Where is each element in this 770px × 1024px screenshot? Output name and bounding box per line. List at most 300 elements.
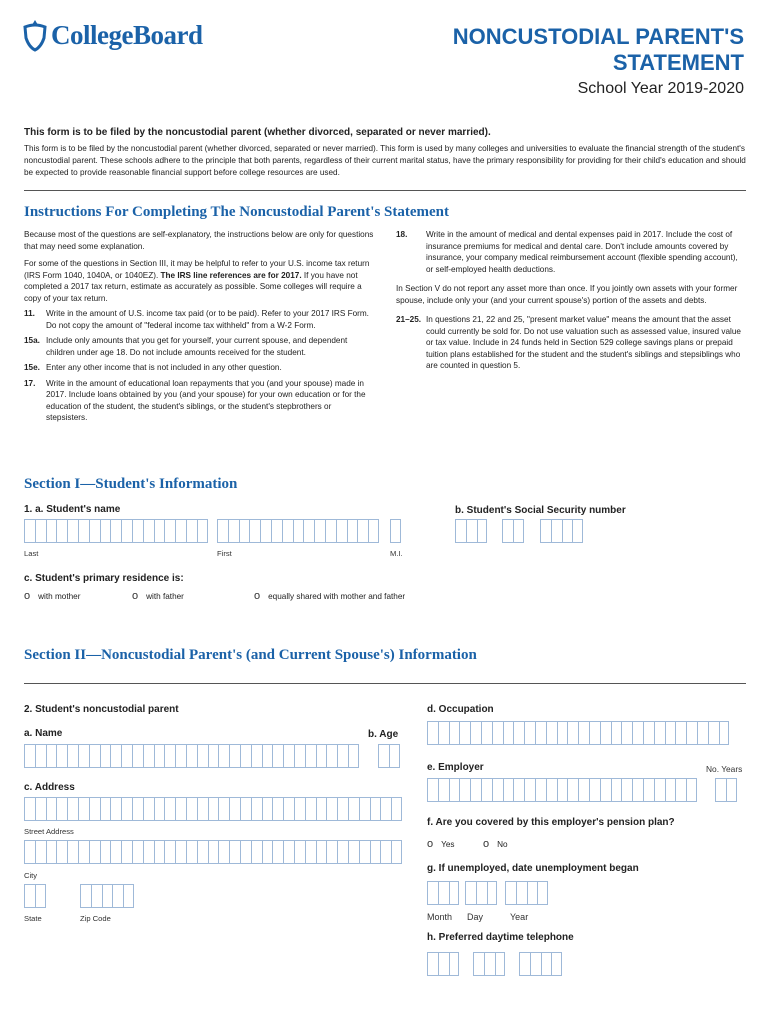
char-box[interactable] bbox=[282, 519, 293, 543]
char-box[interactable] bbox=[348, 797, 359, 821]
char-box[interactable] bbox=[535, 721, 546, 745]
char-box[interactable] bbox=[492, 778, 503, 802]
char-box[interactable] bbox=[175, 519, 186, 543]
char-box[interactable] bbox=[143, 519, 154, 543]
intro-text: This form is to be filed by the noncustodial parent (whether divorced, separated or never married). This form is used by many colleges and universities to evaluate the financial strength of the student's noncustodial parent. These schools adhere to the principle that both parents, regardless of their current marital status, have the primary responsibility for providing for their child's education and should be expected to provide reasonable financial support before college resources are used. bbox=[24, 144, 746, 177]
char-box[interactable] bbox=[305, 744, 316, 768]
char-box[interactable] bbox=[35, 744, 46, 768]
char-box[interactable] bbox=[337, 744, 348, 768]
char-box[interactable] bbox=[262, 840, 273, 864]
char-box[interactable] bbox=[78, 519, 89, 543]
char-box[interactable] bbox=[567, 778, 578, 802]
char-box[interactable] bbox=[121, 519, 132, 543]
char-box[interactable] bbox=[359, 840, 370, 864]
first-caption: First bbox=[217, 549, 232, 558]
day-caption: Day bbox=[467, 912, 484, 922]
phone-line[interactable] bbox=[519, 952, 562, 976]
age-input[interactable] bbox=[378, 744, 400, 768]
radio-shared[interactable]: o equally shared with mother and father bbox=[254, 590, 406, 602]
char-box[interactable] bbox=[449, 778, 460, 802]
char-box[interactable] bbox=[175, 840, 186, 864]
char-box[interactable] bbox=[164, 519, 175, 543]
radio-pension-no[interactable]: o No bbox=[483, 838, 508, 850]
address-label: c. Address bbox=[24, 782, 75, 793]
char-box[interactable] bbox=[513, 519, 524, 543]
char-box[interactable] bbox=[470, 778, 481, 802]
char-box[interactable] bbox=[251, 744, 262, 768]
char-box[interactable] bbox=[715, 778, 726, 802]
unemployed-label: g. If unemployed, date unemployment began bbox=[427, 863, 639, 874]
char-box[interactable] bbox=[589, 778, 600, 802]
residence-label: c. Student's primary residence is: bbox=[24, 573, 184, 584]
street-input[interactable] bbox=[24, 797, 402, 821]
char-box[interactable] bbox=[249, 519, 260, 543]
char-box[interactable] bbox=[455, 519, 466, 543]
char-box[interactable] bbox=[112, 884, 123, 908]
char-box[interactable] bbox=[260, 519, 271, 543]
parent-name-input[interactable] bbox=[24, 744, 359, 768]
char-box[interactable] bbox=[272, 744, 283, 768]
char-box[interactable] bbox=[262, 797, 273, 821]
char-box[interactable] bbox=[229, 840, 240, 864]
char-box[interactable] bbox=[143, 797, 154, 821]
char-box[interactable] bbox=[89, 840, 100, 864]
char-box[interactable] bbox=[251, 797, 262, 821]
years-input[interactable] bbox=[715, 778, 737, 802]
char-box[interactable] bbox=[305, 840, 316, 864]
char-box[interactable] bbox=[557, 721, 568, 745]
state-input[interactable] bbox=[24, 884, 46, 908]
char-box[interactable] bbox=[503, 778, 514, 802]
char-box[interactable] bbox=[540, 519, 551, 543]
student-name-label: 1. a. Student's name bbox=[24, 504, 121, 515]
char-box[interactable] bbox=[208, 744, 219, 768]
char-box[interactable] bbox=[391, 840, 402, 864]
char-box[interactable] bbox=[643, 721, 654, 745]
char-box[interactable] bbox=[572, 519, 583, 543]
char-box[interactable] bbox=[389, 744, 400, 768]
char-box[interactable] bbox=[519, 952, 530, 976]
char-box[interactable] bbox=[719, 721, 730, 745]
logo-text: CollegeBoard bbox=[51, 19, 203, 50]
char-box[interactable] bbox=[283, 744, 294, 768]
char-box[interactable] bbox=[316, 797, 327, 821]
instruction-item: 17. Write in the amount of educational loan repayments that you (and your spouse) made in 2017. Include loans obtained by you (and your spouse) for your own education or for the education of the student, the student's siblings, or the student's stepbrothers or stepsisters. bbox=[24, 378, 366, 422]
char-box[interactable] bbox=[427, 952, 438, 976]
char-box[interactable] bbox=[35, 519, 46, 543]
char-box[interactable] bbox=[218, 744, 229, 768]
age-label: b. Age bbox=[368, 729, 399, 740]
city-input[interactable] bbox=[24, 840, 402, 864]
char-box[interactable] bbox=[438, 952, 449, 976]
radio-father[interactable]: o with father bbox=[132, 590, 184, 602]
char-box[interactable] bbox=[197, 744, 208, 768]
unemp-year[interactable] bbox=[505, 881, 548, 905]
month-caption: Month bbox=[427, 912, 453, 922]
char-box[interactable] bbox=[102, 884, 113, 908]
char-box[interactable] bbox=[325, 519, 336, 543]
char-box[interactable] bbox=[427, 721, 438, 745]
char-box[interactable] bbox=[100, 519, 111, 543]
zip-input[interactable] bbox=[80, 884, 134, 908]
char-box[interactable] bbox=[675, 778, 686, 802]
char-box[interactable] bbox=[665, 778, 676, 802]
char-box[interactable] bbox=[578, 721, 589, 745]
char-box[interactable] bbox=[186, 840, 197, 864]
instr-p2: For some of the questions in Section III, it may be helpful to refer to your U.S. income tax return (IRS Form 1040, 1040A, or 1040EZ). The IRS line references are for 2017. If you have not completed a 2017 tax return, estimate as accurately as possible. Some colleges will require a copy of your tax return. bbox=[24, 259, 370, 303]
char-box[interactable] bbox=[326, 797, 337, 821]
char-box[interactable] bbox=[121, 744, 132, 768]
char-box[interactable] bbox=[240, 840, 251, 864]
radio-circle-icon: o bbox=[24, 590, 31, 602]
char-box[interactable] bbox=[186, 744, 197, 768]
char-box[interactable] bbox=[370, 797, 381, 821]
char-box[interactable] bbox=[438, 778, 449, 802]
radio-circle-icon: o bbox=[427, 838, 434, 850]
city-caption: City bbox=[24, 871, 38, 880]
section1-heading: Section I—Student's Information bbox=[24, 476, 238, 492]
char-box[interactable] bbox=[35, 884, 46, 908]
char-box[interactable] bbox=[186, 519, 197, 543]
char-box[interactable] bbox=[524, 721, 535, 745]
instructions-left bbox=[24, 229, 374, 424]
last-name-input[interactable] bbox=[24, 519, 208, 543]
char-box[interactable] bbox=[337, 840, 348, 864]
char-box[interactable] bbox=[600, 721, 611, 745]
char-box[interactable] bbox=[154, 744, 165, 768]
instruction-item: 11. Write in the amount of U.S. income tax paid (or to be paid). Refer to your 2017 IRS Form. Do not copy the amount of "federal income tax withheld" from a W-2 Form. bbox=[24, 309, 369, 330]
radio-pension-yes[interactable]: o Yes bbox=[427, 838, 455, 850]
char-box[interactable] bbox=[46, 797, 57, 821]
char-box[interactable] bbox=[492, 721, 503, 745]
mi-caption: M.I. bbox=[390, 549, 403, 558]
char-box[interactable] bbox=[665, 721, 676, 745]
char-box[interactable] bbox=[495, 952, 506, 976]
char-box[interactable] bbox=[240, 797, 251, 821]
char-box[interactable] bbox=[708, 721, 719, 745]
char-box[interactable] bbox=[271, 519, 282, 543]
char-box[interactable] bbox=[675, 721, 686, 745]
char-box[interactable] bbox=[294, 797, 305, 821]
char-box[interactable] bbox=[283, 797, 294, 821]
char-box[interactable] bbox=[89, 797, 100, 821]
year-caption: Year bbox=[510, 912, 529, 922]
char-box[interactable] bbox=[100, 744, 111, 768]
char-box[interactable] bbox=[121, 840, 132, 864]
char-box[interactable] bbox=[527, 881, 538, 905]
char-box[interactable] bbox=[654, 778, 665, 802]
char-box[interactable] bbox=[24, 519, 35, 543]
char-box[interactable] bbox=[449, 952, 460, 976]
char-box[interactable] bbox=[368, 519, 379, 543]
char-box[interactable] bbox=[449, 881, 460, 905]
char-box[interactable] bbox=[611, 721, 622, 745]
radio-circle-icon: o bbox=[483, 838, 490, 850]
char-box[interactable] bbox=[632, 721, 643, 745]
occupation-input[interactable] bbox=[427, 721, 729, 745]
mi-input[interactable] bbox=[390, 519, 401, 543]
last-caption: Last bbox=[24, 549, 39, 558]
char-box[interactable] bbox=[357, 519, 368, 543]
char-box[interactable] bbox=[272, 840, 283, 864]
char-box[interactable] bbox=[262, 744, 273, 768]
char-box[interactable] bbox=[208, 840, 219, 864]
char-box[interactable] bbox=[56, 744, 67, 768]
char-box[interactable] bbox=[154, 797, 165, 821]
char-box[interactable] bbox=[481, 778, 492, 802]
char-box[interactable] bbox=[378, 744, 389, 768]
instruction-item: 15e. Enter any other income that is not included in any other question. bbox=[24, 363, 282, 372]
char-box[interactable] bbox=[578, 778, 589, 802]
char-box[interactable] bbox=[46, 519, 57, 543]
char-box[interactable] bbox=[154, 840, 165, 864]
char-box[interactable] bbox=[427, 778, 438, 802]
char-box[interactable] bbox=[513, 778, 524, 802]
char-box[interactable] bbox=[449, 721, 460, 745]
phone-prefix[interactable] bbox=[473, 952, 505, 976]
char-box[interactable] bbox=[470, 721, 481, 745]
char-box[interactable] bbox=[513, 721, 524, 745]
char-box[interactable] bbox=[197, 840, 208, 864]
char-box[interactable] bbox=[459, 778, 470, 802]
char-box[interactable] bbox=[143, 840, 154, 864]
char-box[interactable] bbox=[686, 778, 697, 802]
char-box[interactable] bbox=[197, 797, 208, 821]
char-box[interactable] bbox=[100, 840, 111, 864]
char-box[interactable] bbox=[24, 744, 35, 768]
char-box[interactable] bbox=[600, 778, 611, 802]
char-box[interactable] bbox=[56, 840, 67, 864]
char-box[interactable] bbox=[726, 778, 737, 802]
char-box[interactable] bbox=[208, 797, 219, 821]
char-box[interactable] bbox=[100, 797, 111, 821]
divider bbox=[24, 190, 746, 191]
char-box[interactable] bbox=[56, 519, 67, 543]
char-box[interactable] bbox=[67, 797, 78, 821]
ssn-part2[interactable] bbox=[502, 519, 524, 543]
state-caption: State bbox=[24, 914, 42, 923]
parent-label: 2. Student's noncustodial parent bbox=[24, 704, 179, 715]
char-box[interactable] bbox=[621, 721, 632, 745]
ssn-label: b. Student's Social Security number bbox=[455, 505, 626, 516]
char-box[interactable] bbox=[294, 744, 305, 768]
char-box[interactable] bbox=[654, 721, 665, 745]
char-box[interactable] bbox=[557, 778, 568, 802]
char-box[interactable] bbox=[438, 721, 449, 745]
char-box[interactable] bbox=[91, 884, 102, 908]
char-box[interactable] bbox=[391, 797, 402, 821]
char-box[interactable] bbox=[427, 881, 438, 905]
char-box[interactable] bbox=[186, 797, 197, 821]
char-box[interactable] bbox=[551, 519, 562, 543]
char-box[interactable] bbox=[370, 840, 381, 864]
char-box[interactable] bbox=[197, 519, 208, 543]
char-box[interactable] bbox=[348, 840, 359, 864]
char-box[interactable] bbox=[154, 519, 165, 543]
char-box[interactable] bbox=[316, 744, 327, 768]
char-box[interactable] bbox=[551, 952, 562, 976]
phone-label: h. Preferred daytime telephone bbox=[427, 932, 574, 943]
char-box[interactable] bbox=[476, 881, 487, 905]
char-box[interactable] bbox=[336, 519, 347, 543]
char-box[interactable] bbox=[229, 744, 240, 768]
char-box[interactable] bbox=[132, 797, 143, 821]
first-name-input[interactable] bbox=[217, 519, 379, 543]
char-box[interactable] bbox=[239, 519, 250, 543]
char-box[interactable] bbox=[218, 840, 229, 864]
char-box[interactable] bbox=[293, 519, 304, 543]
char-box[interactable] bbox=[164, 797, 175, 821]
unemp-day[interactable] bbox=[465, 881, 497, 905]
char-box[interactable] bbox=[143, 744, 154, 768]
char-box[interactable] bbox=[123, 884, 134, 908]
char-box[interactable] bbox=[110, 744, 121, 768]
char-box[interactable] bbox=[229, 797, 240, 821]
char-box[interactable] bbox=[46, 744, 57, 768]
char-box[interactable] bbox=[347, 519, 358, 543]
char-box[interactable] bbox=[78, 797, 89, 821]
divider bbox=[24, 683, 746, 684]
zip-caption: Zip Code bbox=[80, 914, 111, 923]
char-box[interactable] bbox=[326, 744, 337, 768]
unemp-month[interactable] bbox=[427, 881, 459, 905]
char-box[interactable] bbox=[217, 519, 228, 543]
char-box[interactable] bbox=[218, 797, 229, 821]
radio-mother[interactable]: o with mother bbox=[24, 590, 81, 602]
char-box[interactable] bbox=[294, 840, 305, 864]
char-box[interactable] bbox=[487, 881, 498, 905]
char-box[interactable] bbox=[438, 881, 449, 905]
radio-circle-icon: o bbox=[132, 590, 139, 602]
char-box[interactable] bbox=[67, 840, 78, 864]
intro-bold: This form is to be filed by the noncustodial parent (whether divorced, separated or never married). bbox=[24, 127, 491, 138]
char-box[interactable] bbox=[473, 952, 484, 976]
char-box[interactable] bbox=[535, 778, 546, 802]
char-box[interactable] bbox=[110, 519, 121, 543]
char-box[interactable] bbox=[502, 519, 513, 543]
instr-p1: Because most of the questions are self-explanatory, the instructions below are only for questions that may need some explanation. bbox=[24, 230, 374, 251]
char-box[interactable] bbox=[80, 884, 91, 908]
char-box[interactable] bbox=[484, 952, 495, 976]
char-box[interactable] bbox=[562, 519, 573, 543]
instructions-right: 18. Write in the amount of medical and dental expenses paid in 2017. Include the cost of insurance premiums for medical and dental care. Don't include amounts covered by insurance, your company medical reimbursement account (flexible spending account), or self-employed health deductions. In Section V do not report any asset more than once. If you jointly own assets with your former spouse, include only your (and your current spouse's) portion of the assets and debts. 21–25. In questions 21, 22 and 25, "present market value" means the amount that the asset could currently be sold for. Do not use valuation such as assessed value, insured value or tax value. Include in 24 funds held in Section 529 college savings plans or prepaid tuition plans established for the student and the student's siblings and stepsiblings who are counted in question 5. bbox=[396, 229, 746, 372]
char-box[interactable] bbox=[516, 881, 527, 905]
char-box[interactable] bbox=[67, 744, 78, 768]
char-box[interactable] bbox=[348, 744, 359, 768]
char-box[interactable] bbox=[35, 797, 46, 821]
char-box[interactable] bbox=[537, 881, 548, 905]
char-box[interactable] bbox=[459, 721, 470, 745]
char-box[interactable] bbox=[589, 721, 600, 745]
char-box[interactable] bbox=[272, 797, 283, 821]
char-box[interactable] bbox=[175, 744, 186, 768]
char-box[interactable] bbox=[465, 881, 476, 905]
no-years-label: No. Years bbox=[706, 764, 743, 774]
char-box[interactable] bbox=[697, 721, 708, 745]
char-box[interactable] bbox=[316, 840, 327, 864]
char-box[interactable] bbox=[24, 797, 35, 821]
char-box[interactable] bbox=[530, 952, 541, 976]
char-box[interactable] bbox=[314, 519, 325, 543]
char-box[interactable] bbox=[240, 744, 251, 768]
char-box[interactable] bbox=[67, 519, 78, 543]
char-box[interactable] bbox=[132, 519, 143, 543]
char-box[interactable] bbox=[546, 721, 557, 745]
instr-section-v: In Section V do not report any asset more than once. If you jointly own assets with your former spouse, include only your (and your current spouse's) portion of the assets and debts. bbox=[396, 284, 738, 305]
char-box[interactable] bbox=[78, 744, 89, 768]
char-box[interactable] bbox=[621, 778, 632, 802]
char-box[interactable] bbox=[380, 840, 391, 864]
phone-area[interactable] bbox=[427, 952, 459, 976]
char-box[interactable] bbox=[305, 797, 316, 821]
char-box[interactable] bbox=[390, 519, 401, 543]
parent-name-label: a. Name bbox=[24, 728, 63, 739]
char-box[interactable] bbox=[326, 840, 337, 864]
char-box[interactable] bbox=[121, 797, 132, 821]
char-box[interactable] bbox=[337, 797, 348, 821]
collegeboard-logo bbox=[22, 18, 202, 52]
ssn-part3[interactable] bbox=[540, 519, 583, 543]
char-box[interactable] bbox=[283, 840, 294, 864]
char-box[interactable] bbox=[505, 881, 516, 905]
char-box[interactable] bbox=[35, 840, 46, 864]
char-box[interactable] bbox=[164, 840, 175, 864]
char-box[interactable] bbox=[251, 840, 262, 864]
char-box[interactable] bbox=[541, 952, 552, 976]
section2-heading: Section II—Noncustodial Parent's (and Current Spouse's) Information bbox=[24, 647, 477, 663]
char-box[interactable] bbox=[524, 778, 535, 802]
char-box[interactable] bbox=[228, 519, 239, 543]
char-box[interactable] bbox=[686, 721, 697, 745]
form-title: NONCUSTODIAL PARENT'S STATEMENT bbox=[452, 24, 744, 75]
char-box[interactable] bbox=[110, 797, 121, 821]
char-box[interactable] bbox=[611, 778, 622, 802]
char-box[interactable] bbox=[359, 797, 370, 821]
char-box[interactable] bbox=[380, 797, 391, 821]
char-box[interactable] bbox=[110, 840, 121, 864]
radio-circle-icon: o bbox=[254, 590, 261, 602]
char-box[interactable] bbox=[175, 797, 186, 821]
char-box[interactable] bbox=[164, 744, 175, 768]
instruction-item: 15a. Include only amounts that you get for yourself, your current spouse, and dependent children under age 18. Do not include amounts received for the student. bbox=[24, 336, 348, 357]
char-box[interactable] bbox=[89, 519, 100, 543]
char-box[interactable] bbox=[643, 778, 654, 802]
occupation-label: d. Occupation bbox=[427, 704, 494, 715]
char-box[interactable] bbox=[567, 721, 578, 745]
char-box[interactable] bbox=[503, 721, 514, 745]
char-box[interactable] bbox=[46, 840, 57, 864]
acorn-logo-icon bbox=[22, 18, 48, 52]
char-box[interactable] bbox=[24, 840, 35, 864]
char-box[interactable] bbox=[132, 840, 143, 864]
char-box[interactable] bbox=[303, 519, 314, 543]
ssn-part1[interactable] bbox=[455, 519, 487, 543]
char-box[interactable] bbox=[481, 721, 492, 745]
employer-label: e. Employer bbox=[427, 762, 484, 773]
employer-input[interactable] bbox=[427, 778, 697, 802]
char-box[interactable] bbox=[56, 797, 67, 821]
char-box[interactable] bbox=[89, 744, 100, 768]
char-box[interactable] bbox=[546, 778, 557, 802]
char-box[interactable] bbox=[24, 884, 35, 908]
char-box[interactable] bbox=[477, 519, 488, 543]
char-box[interactable] bbox=[632, 778, 643, 802]
pension-label: f. Are you covered by this employer's pension plan? bbox=[427, 817, 675, 828]
school-year: School Year 2019-2020 bbox=[577, 80, 744, 97]
char-box[interactable] bbox=[466, 519, 477, 543]
char-box[interactable] bbox=[78, 840, 89, 864]
char-box[interactable] bbox=[132, 744, 143, 768]
